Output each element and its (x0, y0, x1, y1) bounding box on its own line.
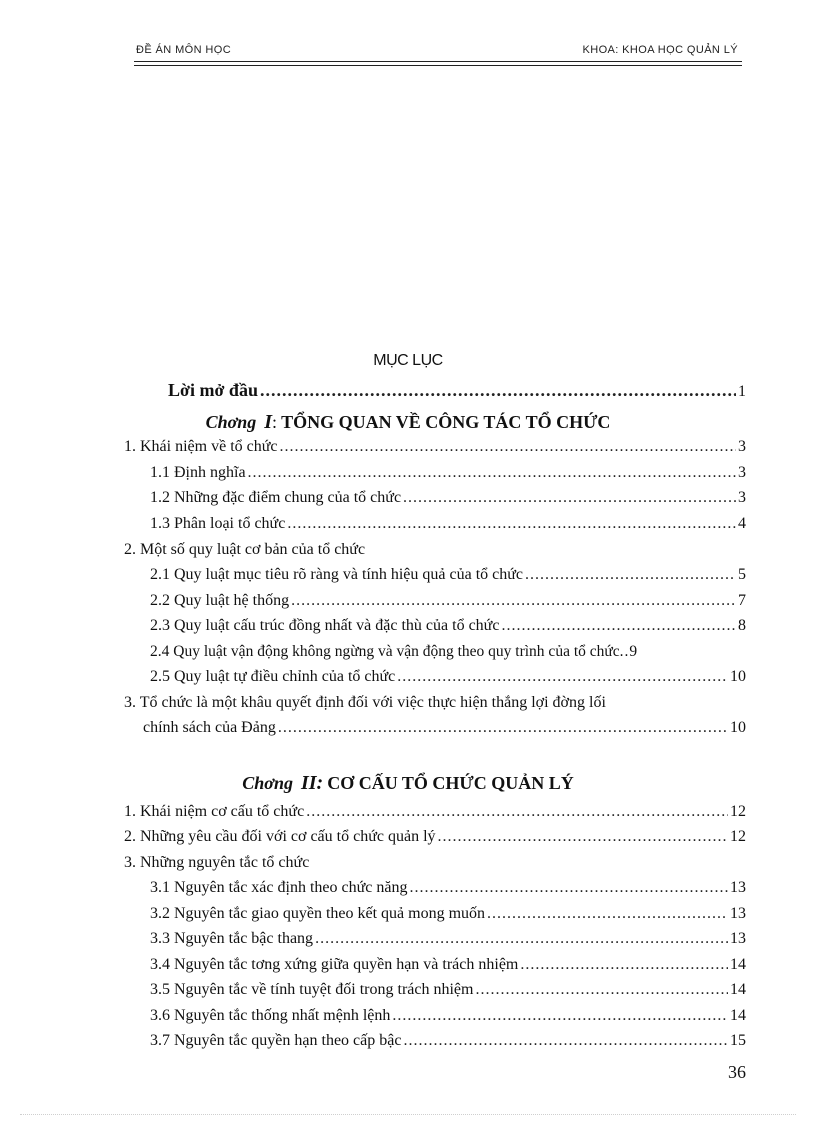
toc-entry-label: 3.3 Nguyên tắc bậc thang (150, 930, 314, 947)
toc-section-heading[interactable] (124, 854, 309, 872)
page-number: 36 (728, 1062, 746, 1082)
dot-leader (397, 668, 728, 686)
chapter2-word: Chơng (242, 773, 293, 793)
toc-entry-label: 1. Khái niệm cơ cấu tổ chức (124, 803, 305, 820)
dot-leader (280, 438, 736, 456)
toc-entry-page: 8 (738, 617, 746, 634)
header-rule (134, 61, 742, 62)
dot-leader (315, 930, 728, 948)
toc-entry-label: 1.1 Định nghĩa (150, 464, 246, 481)
dot-leader (260, 380, 736, 401)
toc-entry-label: 2. Những yêu cầu đối với cơ cấu tổ chức quản lý (124, 828, 436, 845)
chapter1-sep: : (272, 412, 278, 432)
toc-entry[interactable] (150, 981, 746, 999)
chapter2-heading (0, 772, 816, 795)
toc-entry-label: 3.4 Nguyên tắc tơng xứng giữa quyền hạn và trách nhiệm (150, 956, 519, 973)
toc-entry-page: 4 (738, 515, 746, 532)
header-left: ĐỀ ÁN MÔN HỌC (136, 44, 232, 56)
toc-entry-label: 2.1 Quy luật mục tiêu rõ ràng và tính hiệu quả của tổ chức (150, 566, 524, 583)
toc-entry[interactable] (124, 803, 746, 821)
toc-entry[interactable] (124, 828, 746, 846)
dot-leader (287, 515, 736, 533)
footer-rule (20, 1114, 796, 1115)
chapter1-heading (0, 411, 816, 434)
dot-leader (306, 803, 728, 821)
dot-leader (403, 489, 736, 507)
toc-entry[interactable] (150, 566, 746, 584)
toc-entry-page: 14 (730, 1007, 746, 1024)
toc-entry-label: 1. Khái niệm về tổ chức (124, 438, 278, 455)
dot-leader (525, 566, 736, 584)
toc-entry-page: 13 (730, 930, 746, 947)
chapter2-number: II: (300, 772, 324, 794)
toc-entry[interactable] (150, 643, 746, 661)
toc-entry-label: 3. Những nguyên tắc tổ chức (124, 854, 310, 871)
dot-leader (409, 879, 728, 897)
toc-entry-label: 1.2 Những đặc điểm chung của tổ chức (150, 489, 402, 506)
toc-entry-page: 9 (629, 643, 638, 660)
dot-leader (475, 981, 728, 999)
toc-title: MỤC LỤC (373, 352, 443, 369)
toc-entry-label: 3.1 Nguyên tắc xác định theo chức năng (150, 879, 408, 896)
toc-entry-label: 3.7 Nguyên tắc quyền hạn theo cấp bậc (150, 1032, 402, 1049)
toc-entry-page: 7 (738, 592, 746, 609)
toc-entry-label: 2.4 Quy luật vận động không ngừng và vận động theo quy trình của tổ chức (150, 643, 620, 660)
toc-entry[interactable] (150, 956, 746, 974)
toc-entry[interactable] (150, 668, 746, 686)
toc-section-heading[interactable] (124, 541, 365, 559)
toc-entry-page: 14 (730, 956, 746, 973)
toc-entry-intro[interactable] (168, 380, 746, 401)
header-right: KHOA: KHOA HỌC QUẢN LÝ (582, 44, 738, 56)
toc-entry-label: 1.3 Phân loại tổ chức (150, 515, 286, 532)
toc-entry[interactable] (150, 1007, 746, 1025)
dot-leader (487, 905, 728, 923)
toc-entry[interactable] (150, 879, 746, 897)
toc-entry-page: 13 (730, 879, 746, 896)
toc-entry[interactable] (143, 719, 746, 737)
toc-entry-page: 1 (738, 383, 746, 400)
dot-leader (501, 617, 736, 635)
dot-leader (438, 828, 728, 846)
toc-entry[interactable] (150, 464, 746, 482)
toc-entry[interactable] (150, 515, 746, 533)
toc-entry-page: 10 (730, 668, 746, 685)
toc-entry[interactable] (150, 930, 746, 948)
toc-entry-page: 12 (730, 803, 746, 820)
toc-entry-label: chính sách của Đảng (143, 719, 276, 736)
toc-entry-label: 2. Một số quy luật cơ bản của tổ chức (124, 541, 366, 558)
toc-entry[interactable] (150, 905, 746, 923)
chapter1-title: TỔNG QUAN VỀ CÔNG TÁC TỔ CHỨC (281, 412, 611, 432)
toc-entry-page: 14 (730, 981, 746, 998)
toc-entry-page: 3 (738, 464, 746, 481)
toc-entry[interactable] (150, 1032, 746, 1050)
toc-entry-page: 10 (730, 719, 746, 736)
toc-entry-page: 13 (730, 905, 746, 922)
toc-entry-label: 2.2 Quy luật hệ thống (150, 592, 290, 609)
toc-entry-page: 5 (738, 566, 746, 583)
chapter1-word: Chơng (205, 412, 257, 432)
dot-leader (291, 592, 736, 610)
toc-entry-page: 3 (738, 438, 746, 455)
chapter2-title: CƠ CẤU TỔ CHỨC QUẢN LÝ (327, 773, 574, 793)
toc-entry[interactable] (124, 438, 746, 456)
toc-entry-label: 3.5 Nguyên tắc về tính tuyệt đối trong trách nhiệm (150, 981, 474, 998)
toc-entry-page: 3 (738, 489, 746, 506)
toc-entry-label: 3.6 Nguyên tắc thống nhất mệnh lệnh (150, 1007, 391, 1024)
dot-leader (403, 1032, 728, 1050)
toc-entry[interactable] (150, 489, 746, 507)
toc-entry-label: 3.2 Nguyên tắc giao quyền theo kết quả mong muốn (150, 905, 486, 922)
toc-entry[interactable] (150, 617, 746, 635)
toc-entry-page: 15 (730, 1032, 746, 1049)
toc-entry[interactable] (150, 592, 746, 610)
header-rule-thin (134, 65, 742, 66)
toc-entry-label: Lời mở đầu (168, 380, 258, 400)
toc-entry-label: 2.3 Quy luật cấu trúc đồng nhất và đặc thù của tổ chức (150, 617, 500, 634)
dot-leader (392, 1007, 728, 1025)
dot-leader (248, 464, 736, 482)
toc-entry-label: 3. Tổ chức là một khâu quyết định đối với việc thực hiện thắng lợi đờng lối (124, 694, 606, 711)
dot-leader: .. (619, 643, 630, 660)
toc-entry-label: 2.5 Quy luật tự điều chỉnh của tổ chức (150, 668, 396, 685)
chapter1-number: I (264, 411, 273, 433)
toc-entry-page: 12 (730, 828, 746, 845)
dot-leader (520, 956, 728, 974)
toc-section-heading[interactable] (124, 694, 606, 712)
dot-leader (278, 719, 728, 737)
